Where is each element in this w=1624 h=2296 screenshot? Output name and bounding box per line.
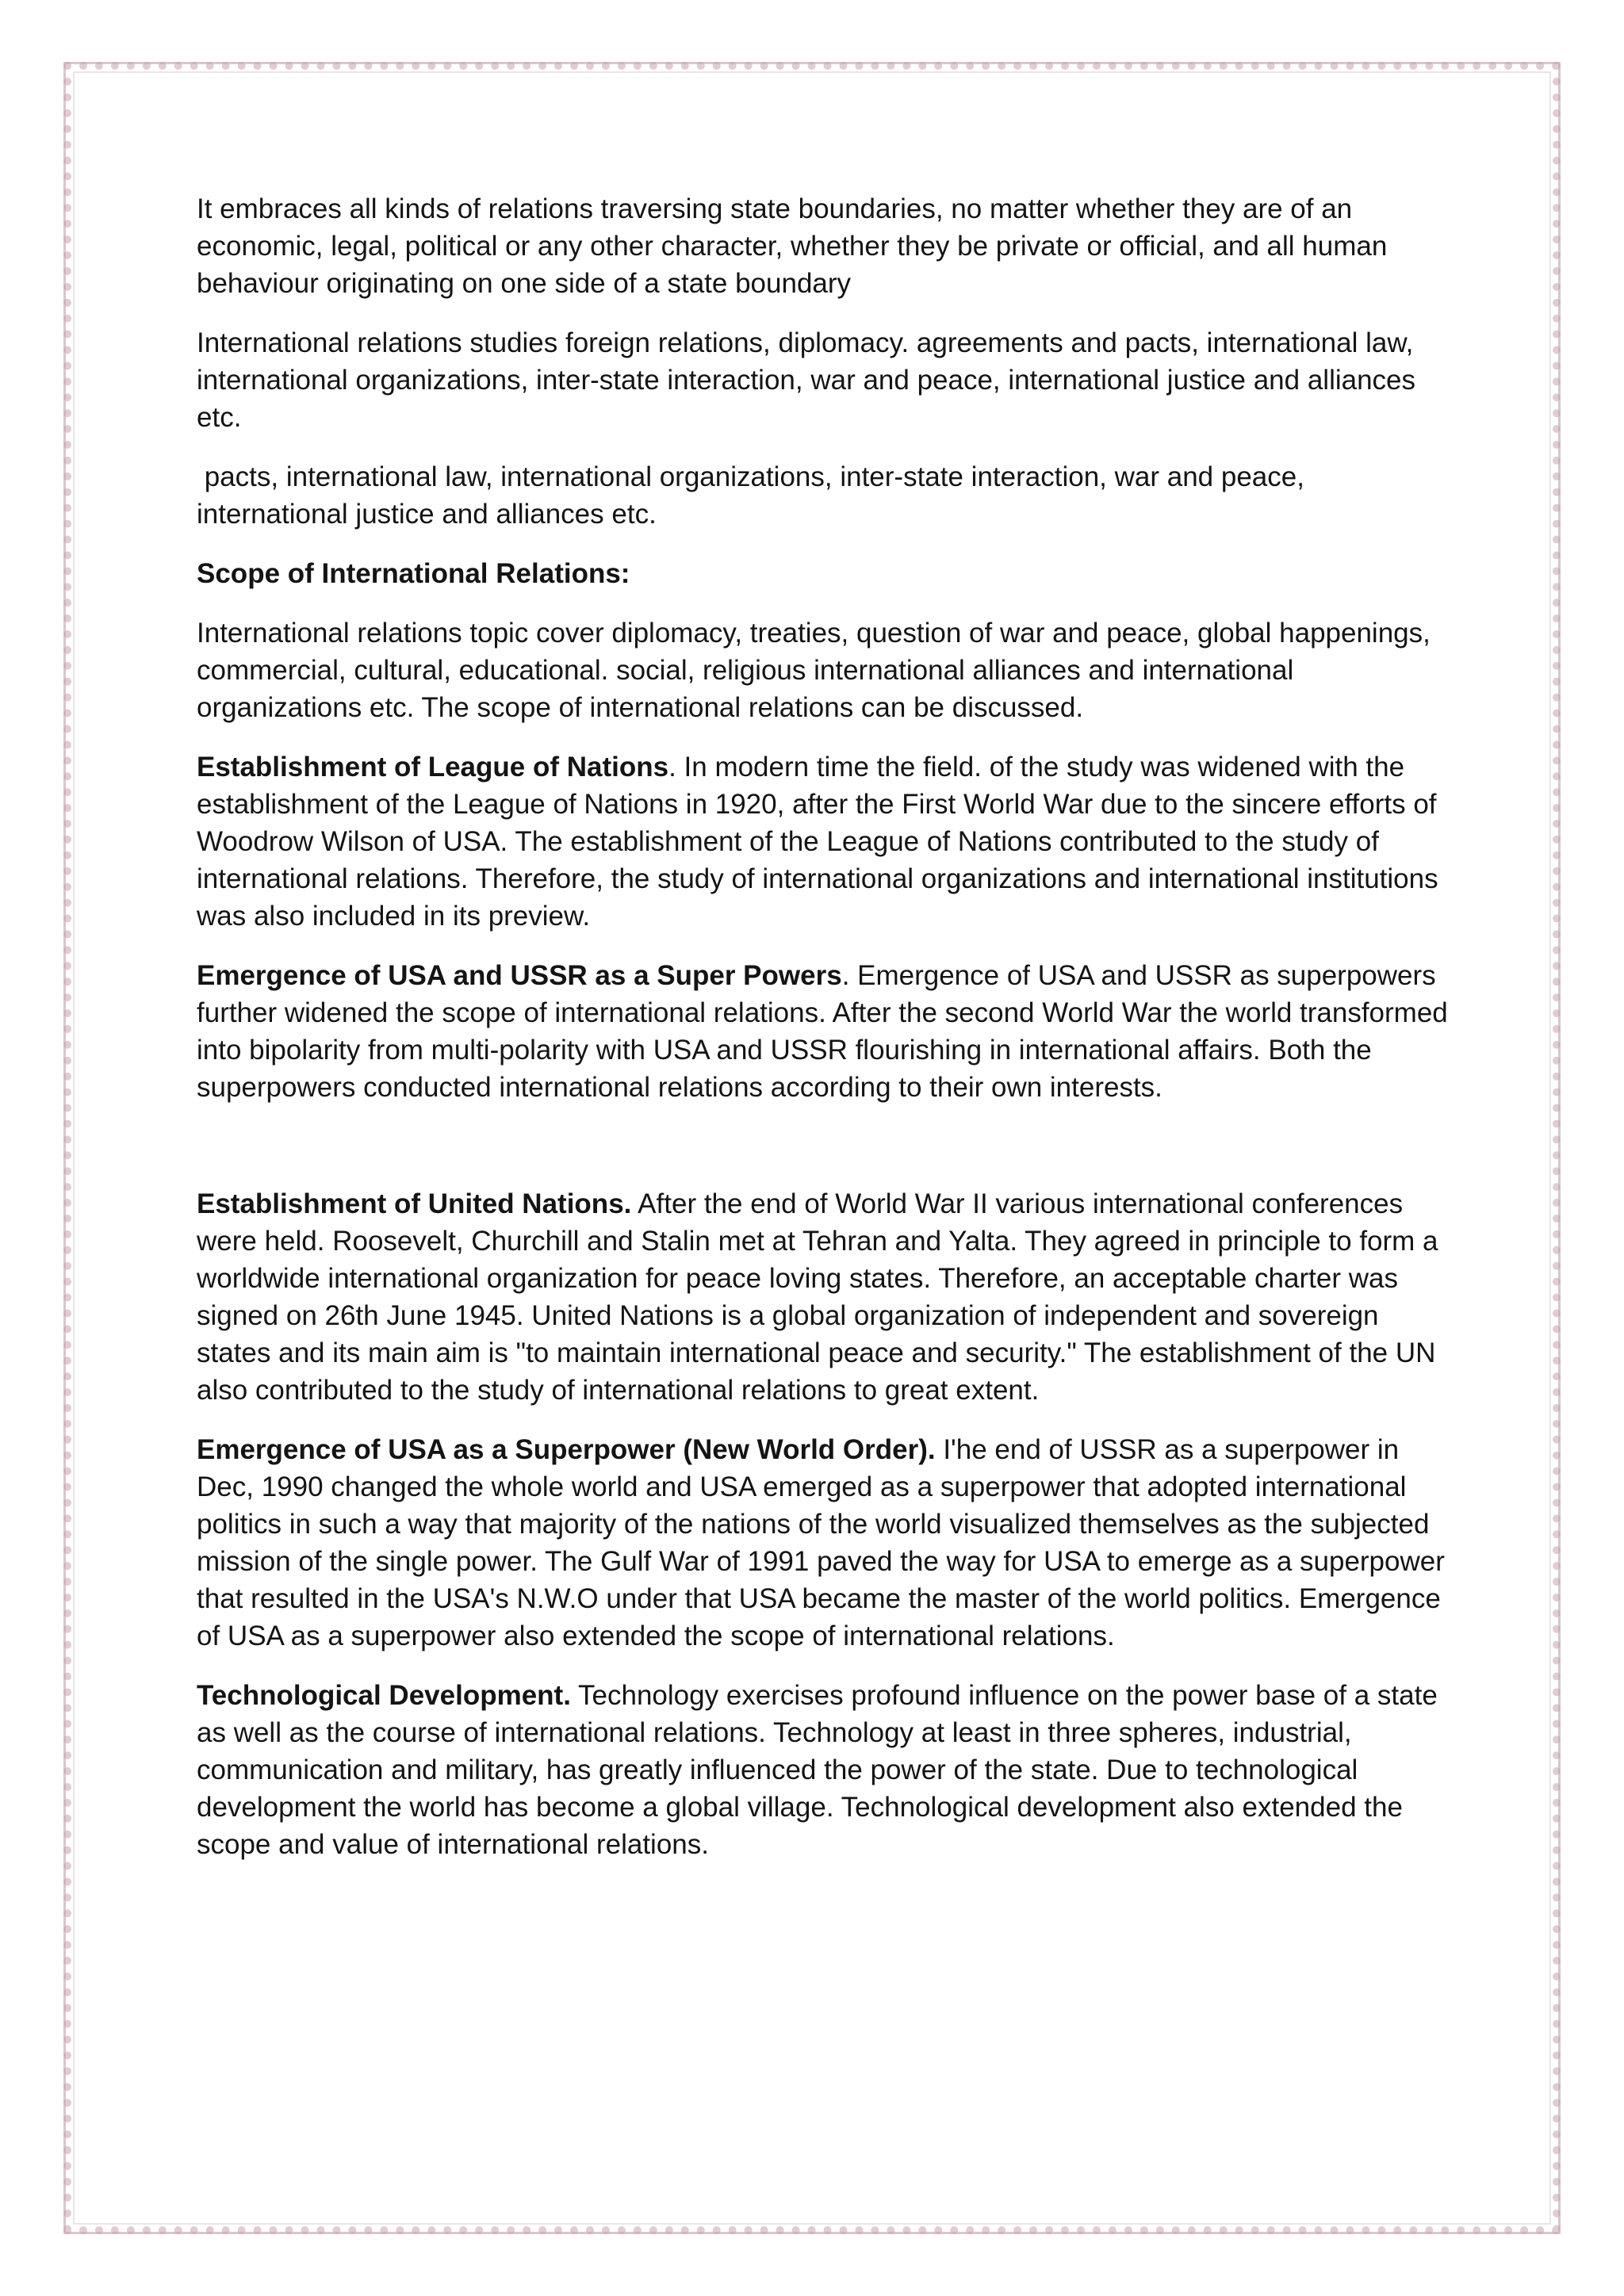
paragraph-league-of-nations: Establishment of League of Nations. In modern time the field. of the study was widened with the establishment of the League of Nations in 1920, after the First World War due to the sincere efforts of Woodrow Wilson of USA. The establishment of the League of Nations contributed to the study of international relations. Therefore, the study of international organizations and international institutions was also included in its preview. [197, 752, 1438, 932]
paragraph-new-world-order: Emergence of USA as a Superpower (New World Order). I'he end of USSR as a superpower in Dec, 1990 changed the whole world and USA emerged as a superpower that adopted international politics in such a way that majority of the nations of the world visualized themselves as the subjected mission of the single power. The Gulf War of 1991 paved the way for USA to emerge as a superpower that resulted in the USA's N.W.O under that USA became the master of the world politics. Emergence of USA as a superpower also extended the scope of international relations. [197, 1434, 1445, 1651]
section-heading-scope: Scope of International Relations: [197, 558, 630, 589]
paragraph-definition: It embraces all kinds of relations traversing state boundaries, no matter whether they are of an economic, legal, political or any other character, whether they be private or official, and all human behaviour originating on one side of a state boundary [197, 193, 1388, 299]
document-body [197, 190, 1450, 1885]
paragraph-technology: Technological Development. Technology exercises profound influence on the power base of a state as well as the course of international relations. Technology at least in three spheres, industrial, communication and military, has greatly influenced the power of the state. Due to technological development the world has become a global village. Technological development also extended the scope and value of international relations. [197, 1680, 1438, 1860]
paragraph-ir-studies: International relations studies foreign relations, diplomacy. agreements and pacts, international law, international organizations, inter-state interaction, war and peace, international justice and alliances etc. [197, 327, 1416, 433]
paragraph-united-nations: Establishment of United Nations. After the end of World War II various international conferences were held. Roosevelt, Churchill and Stalin met at Tehran and Yalta. They agreed in principle to form a worldwide international organization for peace loving states. Therefore, an acceptable charter was signed on 26th June 1945. United Nations is a global organization of independent and sovereign states and its main aim is "to maintain international peace and security." The establishment of the UN also contributed to the study of international relations to great extent. [197, 1188, 1438, 1406]
paragraph-pacts: pacts, international law, international organizations, inter-state interaction, war and peace, international justice and alliances etc. [197, 461, 1312, 530]
paragraph-usa-ussr: Emergence of USA and USSR as a Super Powers. Emergence of USA and USSR as superpowers further widened the scope of international relations. After the second World War the world transformed into bipolarity from multi-polarity with USA and USSR flourishing in international affairs. Both the superpowers conducted international relations according to their own interests. [197, 960, 1448, 1103]
paragraph-topics: International relations topic cover diplomacy, treaties, question of war and peace, global happenings, commercial, cultural, educational. social, religious international alliances and international organizations etc. The scope of international relations can be discussed. [197, 618, 1431, 723]
